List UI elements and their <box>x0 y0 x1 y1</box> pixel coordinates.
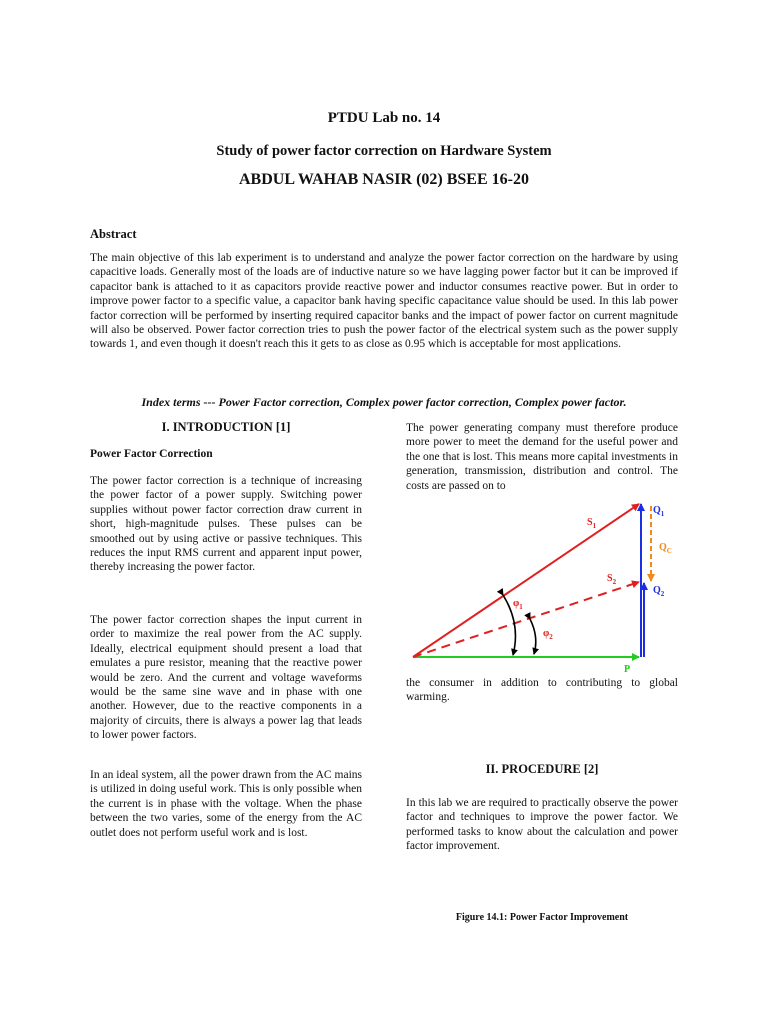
power-factor-diagram <box>405 497 680 675</box>
lab-title: PTDU Lab no. 14 <box>327 110 441 126</box>
intro-paragraph-2: The power factor correction shapes the input current in order to maximize the real power from the AC supply. Ideally, electrical equipment should present a load that emulates a pure resistor, meaning that the reactive power would be zero. And the current and voltage waveforms would be the same sine wave and in phase with one another. However, due to the reactive components in a majority of circuits, there is always a power lag that leads to lower power factors. <box>90 614 362 742</box>
phi1-label: $\varphi_1$ <box>513 598 523 611</box>
intro-heading: I. INTRODUCTION [1] <box>161 420 291 434</box>
index-terms: Index terms --- Power Factor correction, Complex power factor correction, Complex power factor. <box>141 395 627 409</box>
phi2-label: $\varphi_2$ <box>543 628 553 641</box>
q2-label: $Q_2$ <box>653 585 665 598</box>
q1-label: $Q_1$ <box>653 505 665 518</box>
p-label: P <box>624 664 631 675</box>
right-paragraph-top: The power generating company must therefore produce more power to meet the demand for the useful power and the one that is lost. This means more capital investments in generation, transmission, distribution and control. The costs are passed on to <box>406 422 678 492</box>
procedure-text: In this lab we are required to practically observe the power factor and techniques to improve the power factor. We performed tasks to know about the calculation and power factor improvement. <box>406 797 678 853</box>
s1-vector <box>413 504 639 657</box>
figure-caption: Figure 14.1: Power Factor Improvement <box>455 912 629 923</box>
phi2-arc <box>530 619 536 654</box>
abstract-text: The main objective of this lab experiment is to understand and analyze the power factor correction on the hardware by using capacitive loads. Generally most of the loads are of inductive nature so we have lagging power factor but it can be improved if capacitor bank is attached to it as capacitors provide reactive power and inductor consumes reactive power. But in order to improve power factor to a specific value, a capacitor bank having specific capacitance value should be used. In this lab power factor correction will be performed by inserting required capacitor banks and the impact of power factor on current magnitude will also be observed. Power factor correction tries to push the power factor of the electrical system such as the power supply towards 1, and even though it doesn't reach this it gets to as close as 0.95 which is acceptable for most applications. <box>90 252 678 351</box>
intro-paragraph-3: In an ideal system, all the power drawn from the AC mains is utilized in doing useful work. This is only possible when the current is in phase with the voltage. When the phase between the two varies, some of the energy from the AC outlet does not perform useful work and is lost. <box>90 769 362 839</box>
intro-paragraph-1: The power factor correction is a technique of increasing the power factor of a power supply. Switching power supplies without power factor correction draw current in short, high-magnitude pulses. These pulses can be smoothed out by using active or passive techniques. This reduces the input RMS current and apparent input power, thereby increasing the power factor. <box>90 475 362 574</box>
author-line: ABDUL WAHAB NASIR (02) BSEE 16-20 <box>239 171 529 188</box>
study-title: Study of power factor correction on Hardware System <box>216 143 552 159</box>
right-paragraph-continued: the consumer in addition to contributing to global warming. <box>406 677 678 704</box>
intro-subheading: Power Factor Correction <box>90 448 213 460</box>
s2-vector <box>413 582 639 657</box>
procedure-heading: II. PROCEDURE [2] <box>485 762 599 776</box>
qc-label: $Q_C$ <box>659 542 672 555</box>
s2-label: $S_2$ <box>607 573 617 586</box>
abstract-heading: Abstract <box>90 227 137 241</box>
s1-label: $S_1$ <box>587 517 597 530</box>
